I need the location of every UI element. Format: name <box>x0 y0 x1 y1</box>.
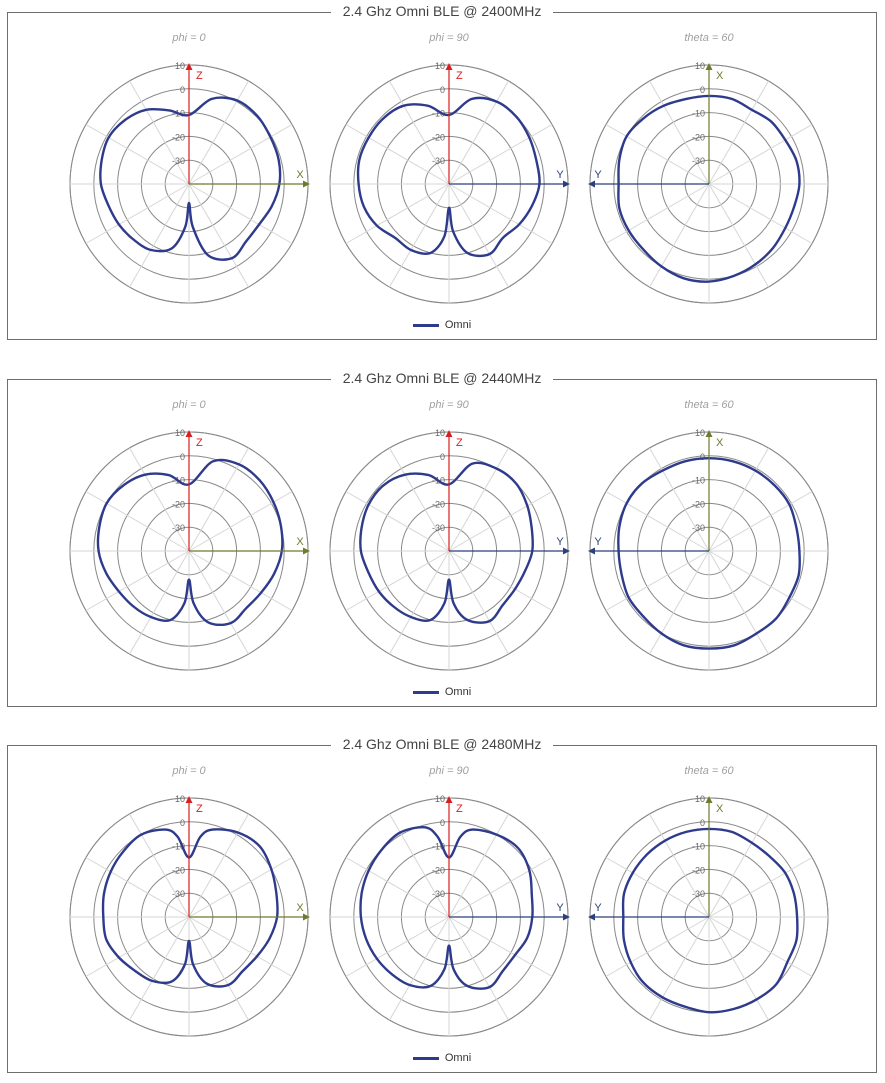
r-tick-label: -10 <box>691 108 705 119</box>
r-tick-label: -10 <box>431 841 445 852</box>
grid-spoke <box>449 858 552 918</box>
grid-spoke <box>86 184 189 244</box>
r-tick-label: 0 <box>699 84 705 95</box>
subplot-label: theta = 60 <box>684 32 734 44</box>
axis-horizontal-label: X <box>296 902 304 914</box>
axis-horizontal-label: Y <box>556 902 564 914</box>
r-tick-label: -30 <box>431 523 445 534</box>
grid-spoke <box>189 551 249 654</box>
polar-plot <box>588 765 828 1036</box>
legend-swatch <box>413 691 439 694</box>
legend-label: Omni <box>444 686 472 698</box>
r-tick-label: 10 <box>174 794 185 804</box>
axis-arrowhead <box>563 548 570 555</box>
grid-spoke <box>606 551 709 611</box>
axis-horizontal-label: Y <box>594 536 602 548</box>
r-tick-label: -10 <box>171 108 185 119</box>
grid-spoke <box>130 551 190 654</box>
r-tick-label: 0 <box>439 451 445 462</box>
r-tick-label: -10 <box>171 841 185 852</box>
r-tick-label: 10 <box>694 428 705 438</box>
axis-vertical-label: X <box>716 803 724 815</box>
grid-spoke <box>189 551 292 611</box>
grid-spoke <box>606 917 709 977</box>
r-tick-label: -20 <box>171 132 185 143</box>
grid-spoke <box>189 917 292 977</box>
r-tick-label: 0 <box>699 451 705 462</box>
axis-arrowhead <box>706 796 713 803</box>
axis-arrowhead <box>303 181 310 188</box>
grid-spoke <box>449 917 552 977</box>
r-tick-label: 10 <box>694 61 705 71</box>
grid-spoke <box>650 551 710 654</box>
subplot-label: phi = 0 <box>172 32 206 44</box>
axis-arrowhead <box>303 548 310 555</box>
r-tick-label: -20 <box>691 865 705 876</box>
grid-spoke <box>709 917 769 1020</box>
axis-arrowhead <box>706 63 713 70</box>
subplot-label: phi = 90 <box>429 32 469 44</box>
pattern-panel-2400 <box>7 3 877 340</box>
grid-spoke <box>449 917 509 1020</box>
legend-swatch <box>413 324 439 327</box>
r-tick-label: -20 <box>171 865 185 876</box>
grid-spoke <box>709 125 812 185</box>
grid-spoke <box>449 551 509 654</box>
axis-horizontal-label: X <box>296 536 304 548</box>
polar-plots-row <box>8 746 878 1046</box>
axis-vertical-label: Z <box>196 437 203 449</box>
grid-spoke <box>189 81 249 184</box>
grid-spoke <box>346 184 449 244</box>
grid-spoke <box>390 917 450 1020</box>
subplot-label: phi = 0 <box>172 399 206 411</box>
polar-plot <box>330 32 570 303</box>
grid-spoke <box>130 917 190 1020</box>
r-tick-label: 0 <box>179 451 185 462</box>
axis-arrowhead <box>563 914 570 921</box>
axis-arrowhead <box>186 796 193 803</box>
grid-spoke <box>449 492 552 552</box>
r-tick-label: -10 <box>171 475 185 486</box>
legend-label: Omni <box>444 1052 472 1064</box>
legend <box>8 686 876 698</box>
r-tick-label: 10 <box>694 794 705 804</box>
grid-spoke <box>449 184 509 287</box>
grid-spoke <box>86 917 189 977</box>
grid-spoke <box>709 492 812 552</box>
axis-horizontal-label: Y <box>556 536 564 548</box>
pattern-trace <box>103 829 278 986</box>
grid-spoke <box>449 81 509 184</box>
grid-spoke <box>130 184 190 287</box>
axis-vertical-label: X <box>716 70 724 82</box>
axis-arrowhead <box>706 430 713 437</box>
r-tick-label: -30 <box>431 889 445 900</box>
r-tick-label: 0 <box>439 84 445 95</box>
r-tick-label: 10 <box>434 794 445 804</box>
panel-title-text: 2.4 Ghz Omni BLE @ 2480MHz <box>331 736 554 752</box>
pattern-panel-2480 <box>7 736 877 1073</box>
legend-label: Omni <box>444 319 472 331</box>
r-tick-label: -10 <box>431 475 445 486</box>
r-tick-label: -10 <box>431 108 445 119</box>
subplot-label: phi = 90 <box>429 399 469 411</box>
axis-arrowhead <box>446 430 453 437</box>
r-tick-label: -30 <box>171 156 185 167</box>
grid-spoke <box>449 125 552 185</box>
r-tick-label: -30 <box>691 156 705 167</box>
panel-title-text: 2.4 Ghz Omni BLE @ 2440MHz <box>331 370 554 386</box>
polar-plot <box>70 32 310 303</box>
grid-spoke <box>709 184 769 287</box>
r-tick-label: 0 <box>179 817 185 828</box>
pattern-trace <box>623 829 797 1012</box>
grid-spoke <box>189 917 249 1020</box>
pattern-trace <box>98 460 282 625</box>
pattern-panel-2440 <box>7 370 877 707</box>
axis-arrowhead <box>588 548 595 555</box>
axis-vertical-label: Z <box>196 70 203 82</box>
grid-spoke <box>390 551 450 654</box>
grid-spoke <box>650 184 710 287</box>
grid-spoke <box>189 492 292 552</box>
axis-vertical-label: Z <box>456 803 463 815</box>
axis-vertical-label: Z <box>456 70 463 82</box>
r-tick-label: -10 <box>691 475 705 486</box>
axis-horizontal-label: Y <box>594 169 602 181</box>
axis-arrowhead <box>563 181 570 188</box>
subplot-label: phi = 90 <box>429 765 469 777</box>
pattern-trace <box>360 463 533 623</box>
grid-spoke <box>346 551 449 611</box>
axis-arrowhead <box>446 796 453 803</box>
r-tick-label: -30 <box>691 889 705 900</box>
polar-plots-row <box>8 380 878 680</box>
grid-spoke <box>709 184 812 244</box>
polar-plot <box>330 399 570 670</box>
legend-swatch <box>413 1057 439 1060</box>
grid-spoke <box>449 551 552 611</box>
r-tick-label: 0 <box>179 84 185 95</box>
r-tick-label: 10 <box>434 428 445 438</box>
axis-arrowhead <box>588 914 595 921</box>
r-tick-label: -20 <box>431 132 445 143</box>
polar-plot <box>588 399 828 670</box>
legend <box>8 1052 876 1064</box>
axis-vertical-label: X <box>716 437 724 449</box>
r-tick-label: -30 <box>171 523 185 534</box>
r-tick-label: 0 <box>439 817 445 828</box>
r-tick-label: 10 <box>434 61 445 71</box>
axis-arrowhead <box>303 914 310 921</box>
subplot-label: phi = 0 <box>172 765 206 777</box>
axis-arrowhead <box>186 430 193 437</box>
r-tick-label: 0 <box>699 817 705 828</box>
axis-vertical-label: Z <box>196 803 203 815</box>
r-tick-label: -10 <box>691 841 705 852</box>
polar-plot <box>588 32 828 303</box>
pattern-trace <box>100 98 280 260</box>
polar-plots-row <box>8 13 878 313</box>
axis-horizontal-label: Y <box>594 902 602 914</box>
grid-spoke <box>390 184 450 287</box>
r-tick-label: -30 <box>171 889 185 900</box>
r-tick-label: -30 <box>691 523 705 534</box>
subplot-label: theta = 60 <box>684 765 734 777</box>
r-tick-label: -20 <box>691 132 705 143</box>
grid-spoke <box>189 184 249 287</box>
legend <box>8 319 876 331</box>
r-tick-label: -20 <box>431 499 445 510</box>
r-tick-label: -20 <box>431 865 445 876</box>
r-tick-label: -20 <box>171 499 185 510</box>
axis-arrowhead <box>446 63 453 70</box>
r-tick-label: -30 <box>431 156 445 167</box>
pattern-trace <box>360 827 532 988</box>
axis-arrowhead <box>588 181 595 188</box>
r-tick-label: 10 <box>174 61 185 71</box>
polar-plot <box>70 399 310 670</box>
grid-spoke <box>709 551 769 654</box>
panel-title-text: 2.4 Ghz Omni BLE @ 2400MHz <box>331 3 554 19</box>
axis-arrowhead <box>186 63 193 70</box>
subplot-label: theta = 60 <box>684 399 734 411</box>
axis-horizontal-label: Y <box>556 169 564 181</box>
r-tick-label: -20 <box>691 499 705 510</box>
axis-horizontal-label: X <box>296 169 304 181</box>
r-tick-label: 10 <box>174 428 185 438</box>
axis-vertical-label: Z <box>456 437 463 449</box>
polar-plot <box>330 765 570 1036</box>
polar-plot <box>70 765 310 1036</box>
